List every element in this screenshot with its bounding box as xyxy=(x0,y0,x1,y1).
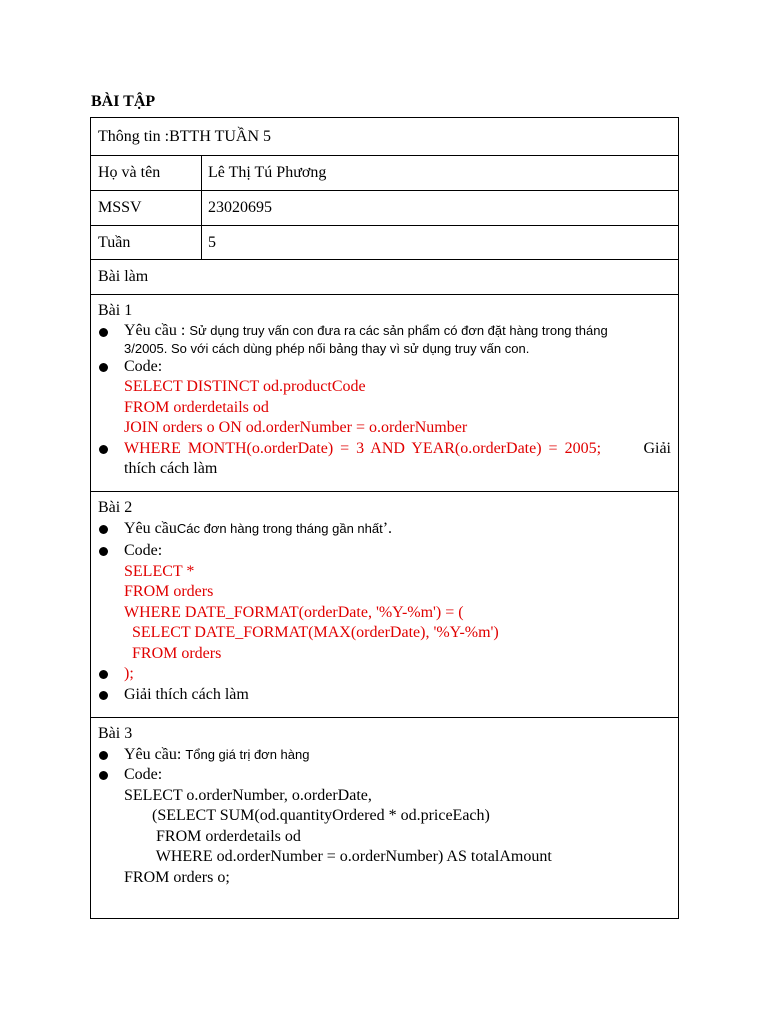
work-row xyxy=(91,260,678,295)
code-line: FROM orderdetails od xyxy=(124,398,269,416)
code-line: FROM orders xyxy=(124,583,214,600)
exercise-3-title: Bài 3 xyxy=(98,725,133,742)
exercise-2 xyxy=(91,492,678,718)
name-value: Lê Thị Tú Phương xyxy=(208,164,327,181)
exercise-2-requirement: Yêu cầuCác đơn hàng trong tháng gần nhất’. xyxy=(98,519,671,540)
name-label: Họ và tên xyxy=(91,156,202,190)
work-label: Bài làm xyxy=(98,268,149,285)
document-title: BÀI TẬP xyxy=(91,93,156,110)
name-row xyxy=(91,156,678,191)
code-line: SELECT DATE_FORMAT(MAX(orderDate), '%Y-%m') xyxy=(124,624,499,641)
exercise-3-code-label: Code: xyxy=(98,765,671,786)
exercise-1-where-line: WHERE MONTH(o.orderDate) = 3 AND YEAR(o.orderDate) = 2005; Giải xyxy=(98,439,671,460)
code-line: WHERE DATE_FORMAT(orderDate, '%Y-%m') = ( xyxy=(124,603,464,621)
exercise-2-code-close: ); xyxy=(98,664,671,685)
code-line: FROM orderdetails od xyxy=(124,827,301,845)
exercise-1 xyxy=(91,295,678,492)
info-header: Thông tin :BTTH TUẦN 5 xyxy=(98,127,272,145)
exercise-1-requirement-cont: 3/2005. So với cách dùng phép nối bảng thay vì sử dụng truy vấn con. xyxy=(124,340,530,356)
code-line: FROM orders o; xyxy=(124,868,230,886)
exercise-1-title: Bài 1 xyxy=(98,302,133,319)
code-line: JOIN orders o ON od.orderNumber = o.orderNumber xyxy=(124,419,468,436)
exercise-2-explain: Giải thích cách làm xyxy=(98,685,671,706)
mssv-label: MSSV xyxy=(91,191,202,225)
exercise-1-explain: thích cách làm xyxy=(124,460,218,477)
week-row xyxy=(91,226,678,260)
exercise-2-title: Bài 2 xyxy=(98,499,133,516)
code-line: FROM orders xyxy=(124,644,222,662)
code-line: WHERE od.orderNumber = o.orderNumber) AS totalAmount xyxy=(124,848,552,865)
info-table xyxy=(90,117,679,919)
code-line: SELECT o.orderNumber, o.orderDate, xyxy=(124,786,372,804)
code-line: (SELECT SUM(od.quantityOrdered * od.priceEach) xyxy=(124,807,490,824)
exercise-3-requirement: Yêu cầu: Tổng giá trị đơn hàng xyxy=(98,745,671,766)
code-line: SELECT * xyxy=(124,562,195,580)
week-label: Tuần xyxy=(91,226,202,259)
mssv-value: 23020695 xyxy=(208,199,272,216)
exercise-2-code-label: Code: xyxy=(98,541,671,562)
exercise-1-code-label: Code: xyxy=(98,357,671,378)
mssv-row xyxy=(91,191,678,226)
exercise-3 xyxy=(91,718,678,918)
exercise-1-requirement: Yêu cầu : Sử dụng truy vấn con đưa ra các sản phẩm có đơn đặt hàng trong tháng xyxy=(98,322,671,340)
week-value: 5 xyxy=(208,233,216,251)
code-line: SELECT DISTINCT od.productCode xyxy=(124,378,366,395)
info-header-row xyxy=(91,118,678,156)
